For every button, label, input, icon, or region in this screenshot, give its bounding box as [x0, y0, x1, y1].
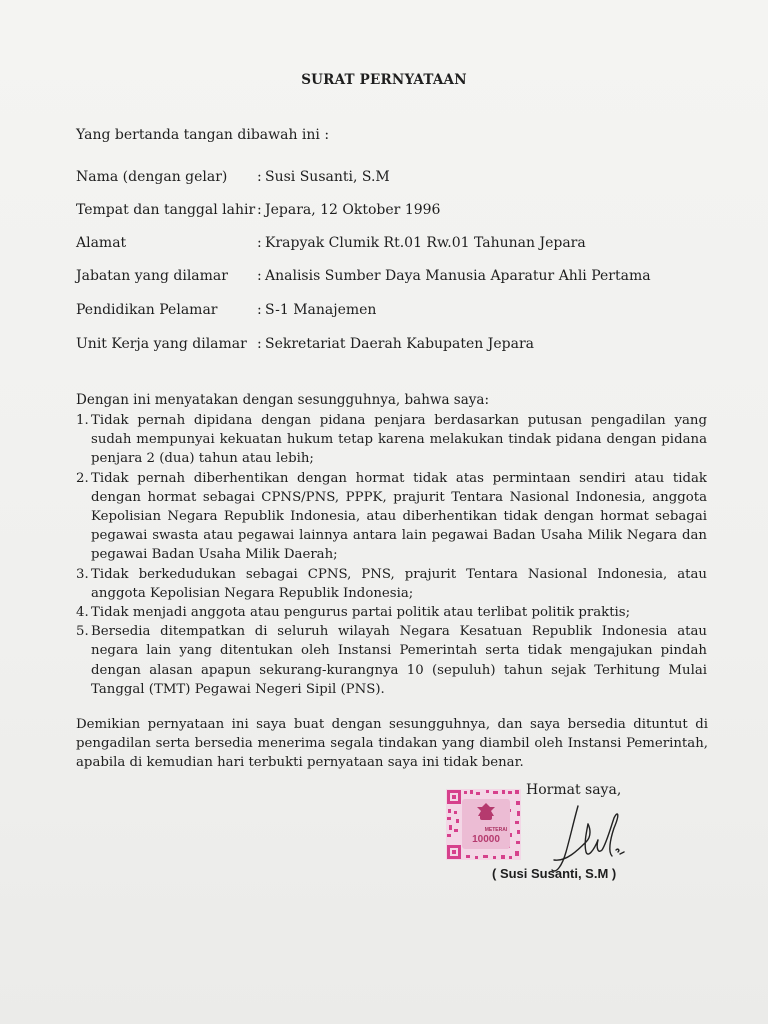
statement-item: [76, 411, 707, 469]
field-value: Jepara, 12 Oktober 1996: [265, 202, 441, 218]
statement-item: [76, 565, 707, 603]
statement-number: 1.: [76, 413, 89, 428]
svg-text:METERAI: METERAI: [484, 827, 508, 833]
document-title: SURAT PERNYATAAN: [301, 72, 467, 88]
field-separator: :: [257, 336, 262, 352]
statement-item: [76, 603, 707, 622]
declaration-heading: Dengan ini menyatakan dengan sesungguhnya, bahwa saya:: [76, 392, 489, 408]
field-value: S-1 Manajemen: [265, 302, 377, 318]
statement-text: Tidak berkedudukan sebagai CPNS, PNS, prajurit Tentara Nasional Indonesia, atau anggota Kepolisian Negara Republik Indonesia;: [91, 566, 707, 601]
statement-number: 4.: [76, 605, 89, 621]
field-label: Nama (dengan gelar): [76, 169, 228, 185]
statement-list: [76, 411, 707, 699]
field-label: Pendidikan Pelamar: [76, 302, 218, 318]
statement-text: Tidak pernah dipidana dengan pidana penjara berdasarkan putusan pengadilan yang sudah mempunyai kekuatan hukum tetap karena melakukan tindak pidana dengan pidana penjara 2 (dua) tahun atau lebih;: [91, 413, 707, 467]
revenue-stamp-icon: [446, 789, 521, 860]
field-label: Jabatan yang dilamar: [76, 268, 228, 284]
field-separator: :: [257, 169, 262, 185]
field-value: Analisis Sumber Daya Manusia Aparatur Ahli Pertama: [265, 268, 651, 284]
field-label: Alamat: [76, 235, 127, 251]
statement-item: [76, 622, 707, 699]
field-separator: :: [257, 202, 262, 218]
field-separator: :: [257, 235, 262, 251]
signer-name: ( Susi Susanti, S.M ): [492, 866, 617, 881]
statement-text: Tidak menjadi anggota atau pengurus partai politik atau terlibat politik praktis;: [91, 605, 631, 621]
statement-number: 3.: [76, 566, 89, 582]
field-separator: :: [257, 302, 262, 318]
closing-paragraph: Demikian pernyataan ini saya buat dengan sesungguhnya, dan saya bersedia dituntut di pengadilan serta bersedia menerima segala tindakan yang diambil oleh Instansi Pemerintah, apabila di kemudian hari terbukti pernyataan saya ini tidak benar.: [76, 717, 708, 770]
statement-text: Bersedia ditempatkan di seluruh wilayah Negara Kesatuan Republik Indonesia atau negara lain yang ditentukan oleh Instansi Pemerintah serta tidak mengajukan pindah dengan alasan apapun sekurang-kurangnya 10 (sepuluh) tahun sejak Terhitung Mulai Tanggal (TMT) Pegawai Negeri Sipil (PNS).: [91, 624, 707, 697]
intro-text: Yang bertanda tangan dibawah ini :: [76, 127, 330, 143]
field-value: Susi Susanti, S.M: [265, 169, 390, 185]
field-label: Unit Kerja yang dilamar: [76, 336, 247, 352]
field-label: Tempat dan tanggal lahir: [76, 202, 256, 218]
field-separator: :: [257, 268, 262, 284]
salutation: Hormat saya,: [526, 782, 622, 798]
statement-number: 2.: [76, 470, 89, 486]
statement-item: [76, 469, 707, 565]
svg-text:10000: 10000: [472, 834, 500, 845]
field-value: Sekretariat Daerah Kabupaten Jepara: [265, 336, 534, 352]
statement-text: Tidak pernah diberhentikan dengan hormat tidak atas permintaan sendiri atau tidak dengan hormat sebagai CPNS/PNS, PPPK, prajurit Tentara Nasional Indonesia, anggota Kepolisian Negara Republik Indonesia, atau diberhentikan tidak dengan hormat sebagai pegawai swasta atau pegawai lainnya antara lain pegawai Badan Usaha Milik Negara dan pegawai Badan Usaha Milik Daerah;: [91, 470, 707, 563]
field-value: Krapyak Clumik Rt.01 Rw.01 Tahunan Jepara: [265, 235, 586, 251]
statement-number: 5.: [76, 624, 89, 640]
